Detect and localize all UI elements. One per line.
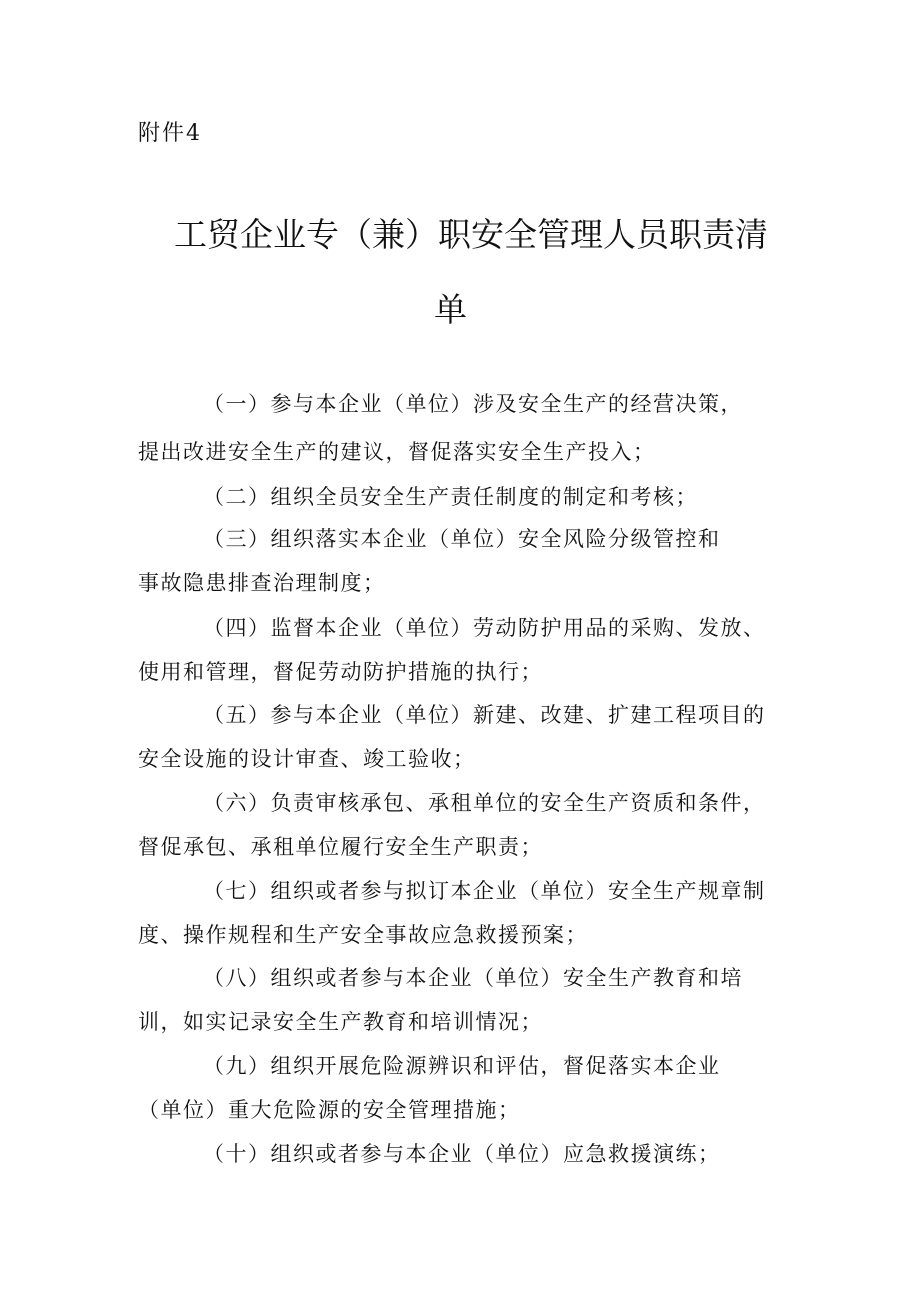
attachment-label: 附件4	[138, 121, 202, 146]
duty-item-8-line-1: （八）组织或者参与本企业（单位）安全生产教育和培	[203, 966, 743, 990]
duty-item-4-line-1: （四）监督本企业（单位）劳动防护用品的采购、发放、	[203, 616, 766, 640]
duty-item-5-line-2: 安全设施的设计审查、竣工验收；	[138, 747, 476, 771]
duty-item-6-line-1: （六）负责审核承包、承租单位的安全生产资质和条件，	[203, 791, 766, 815]
duty-item-8-line-2: 训，如实记录安全生产教育和培训情况；	[138, 1010, 543, 1034]
duty-item-4-line-2: 使用和管理，督促劳动防护措施的执行；	[138, 660, 543, 684]
duty-item-1-line-1: （一）参与本企业（单位）涉及安全生产的经营决策，	[203, 392, 743, 416]
duty-item-2-line-1: （二）组织全员安全生产责任制度的制定和考核；	[203, 485, 698, 509]
duty-item-5-line-1: （五）参与本企业（单位）新建、改建、扩建工程项目的	[203, 703, 766, 727]
duty-item-7-line-2: 度、操作规程和生产安全事故应急救援预案；	[138, 923, 588, 947]
duty-item-3-line-2: 事故隐患排查治理制度；	[138, 571, 386, 595]
duty-item-6-line-2: 督促承包、承租单位履行安全生产职责；	[138, 835, 543, 859]
duty-item-10-line-1: （十）组织或者参与本企业（单位）应急救援演练；	[203, 1142, 721, 1166]
duty-item-7-line-1: （七）组织或者参与拟订本企业（单位）安全生产规章制	[203, 879, 766, 903]
document-title-line-1: 工贸企业专（兼）职安全管理人员职责清	[174, 215, 768, 254]
document-title-line-2: 单	[434, 290, 467, 329]
duty-item-9-line-1: （九）组织开展危险源辨识和评估，督促落实本企业	[203, 1054, 721, 1078]
duty-item-3-line-1: （三）组织落实本企业（单位）安全风险分级管控和	[203, 527, 721, 551]
duty-item-9-line-2: （单位）重大危险源的安全管理措施；	[138, 1098, 521, 1122]
duty-item-1-line-2: 提出改进安全生产的建议，督促落实安全生产投入；	[138, 440, 656, 464]
